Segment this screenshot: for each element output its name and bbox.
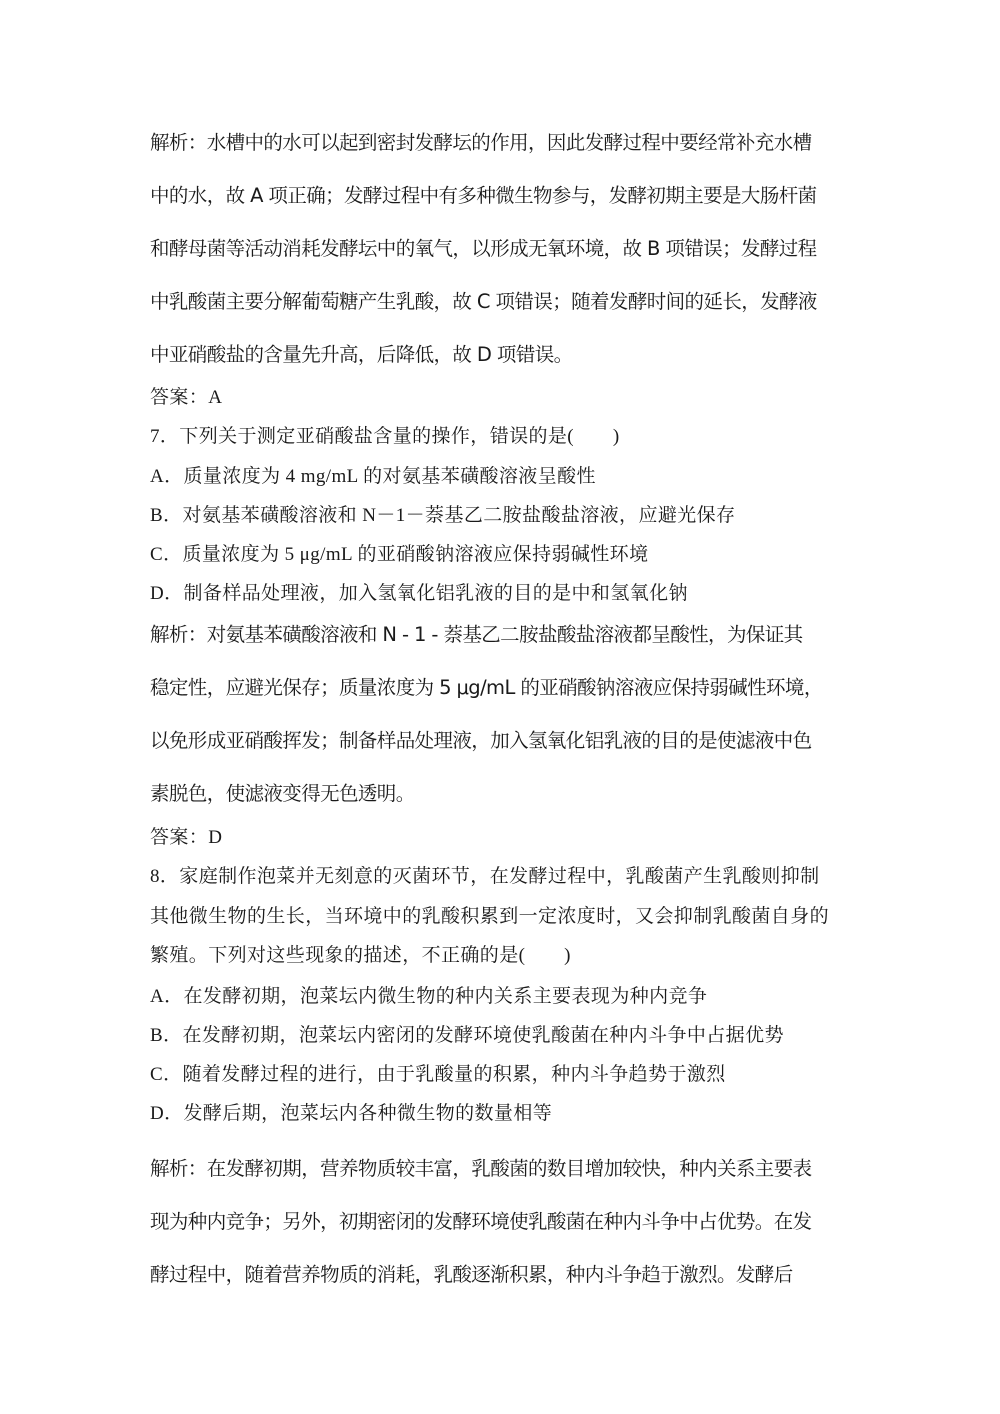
analysis-line: 解析：在发酵初期，营养物质较丰富，乳酸菌的数目增加较快，种内关系主要表 <box>150 1157 812 1180</box>
analysis-line: 酵过程中，随着营养物质的消耗，乳酸逐渐积累，种内斗争趋于激烈。发酵后 <box>150 1263 793 1286</box>
analysis-line: 和酵母菌等活动消耗发酵坛中的氧气，以形成无氧环境，故 B 项错误；发酵过程 <box>150 237 817 260</box>
answer-q6: 答案：A <box>150 387 223 408</box>
question-stem: 7．下列关于测定亚硝酸盐含量的操作，错误的是( ) <box>150 426 620 447</box>
answer-q7: 答案：D <box>150 827 223 848</box>
analysis-line: 中的水，故 A 项正确；发酵过程中有多种微生物参与，发酵初期主要是大肠杆菌 <box>150 184 817 207</box>
question-stem: 其他微生物的生长，当环境中的乳酸积累到一定浓度时，又会抑制乳酸菌自身的 <box>150 906 830 927</box>
analysis-line: 稳定性，应避光保存；质量浓度为 5 μg/mL 的亚硝酸钠溶液应保持弱碱性环境， <box>150 676 823 699</box>
option-d: D．制备样品处理液，加入氢氧化铝乳液的目的是中和氢氧化钠 <box>150 583 688 604</box>
analysis-line: 解析：对氨基苯磺酸溶液和 N - 1 - 萘基乙二胺盐酸盐溶液都呈酸性，为保证其 <box>150 623 803 646</box>
option-a: A．在发酵初期，泡菜坛内微生物的种内关系主要表现为种内竞争 <box>150 986 708 1007</box>
analysis-line: 解析：水槽中的水可以起到密封发酵坛的作用，因此发酵过程中要经常补充水槽 <box>150 131 812 154</box>
analysis-line: 中亚硝酸盐的含量先升高，后降低，故 D 项错误。 <box>150 343 573 366</box>
option-b: B．对氨基苯磺酸溶液和 N－1－萘基乙二胺盐酸盐溶液，应避光保存 <box>150 505 736 526</box>
option-a: A．质量浓度为 4 mg/mL 的对氨基苯磺酸溶液呈酸性 <box>150 466 596 487</box>
question-stem: 繁殖。下列对这些现象的描述，不正确的是( ) <box>150 945 571 966</box>
option-c: C．随着发酵过程的进行，由于乳酸量的积累，种内斗争趋势于激烈 <box>150 1064 726 1085</box>
analysis-line: 以免形成亚硝酸挥发；制备样品处理液，加入氢氧化铝乳液的目的是使滤液中色 <box>150 729 812 752</box>
question-stem: 8．家庭制作泡菜并无刻意的灭菌环节，在发酵过程中，乳酸菌产生乳酸则抑制 <box>150 866 820 887</box>
analysis-line: 中乳酸菌主要分解葡萄糖产生乳酸，故 C 项错误；随着发酵时间的延长，发酵液 <box>150 290 817 313</box>
option-c: C．质量浓度为 5 μg/mL 的亚硝酸钠溶液应保持弱碱性环境 <box>150 544 649 565</box>
analysis-line: 素脱色，使滤液变得无色透明。 <box>150 782 415 805</box>
option-d: D．发酵后期，泡菜坛内各种微生物的数量相等 <box>150 1103 553 1124</box>
analysis-line: 现为种内竞争；另外，初期密闭的发酵环境使乳酸菌在种内斗争中占优势。在发 <box>150 1210 812 1233</box>
option-b: B．在发酵初期，泡菜坛内密闭的发酵环境使乳酸菌在种内斗争中占据优势 <box>150 1025 784 1046</box>
